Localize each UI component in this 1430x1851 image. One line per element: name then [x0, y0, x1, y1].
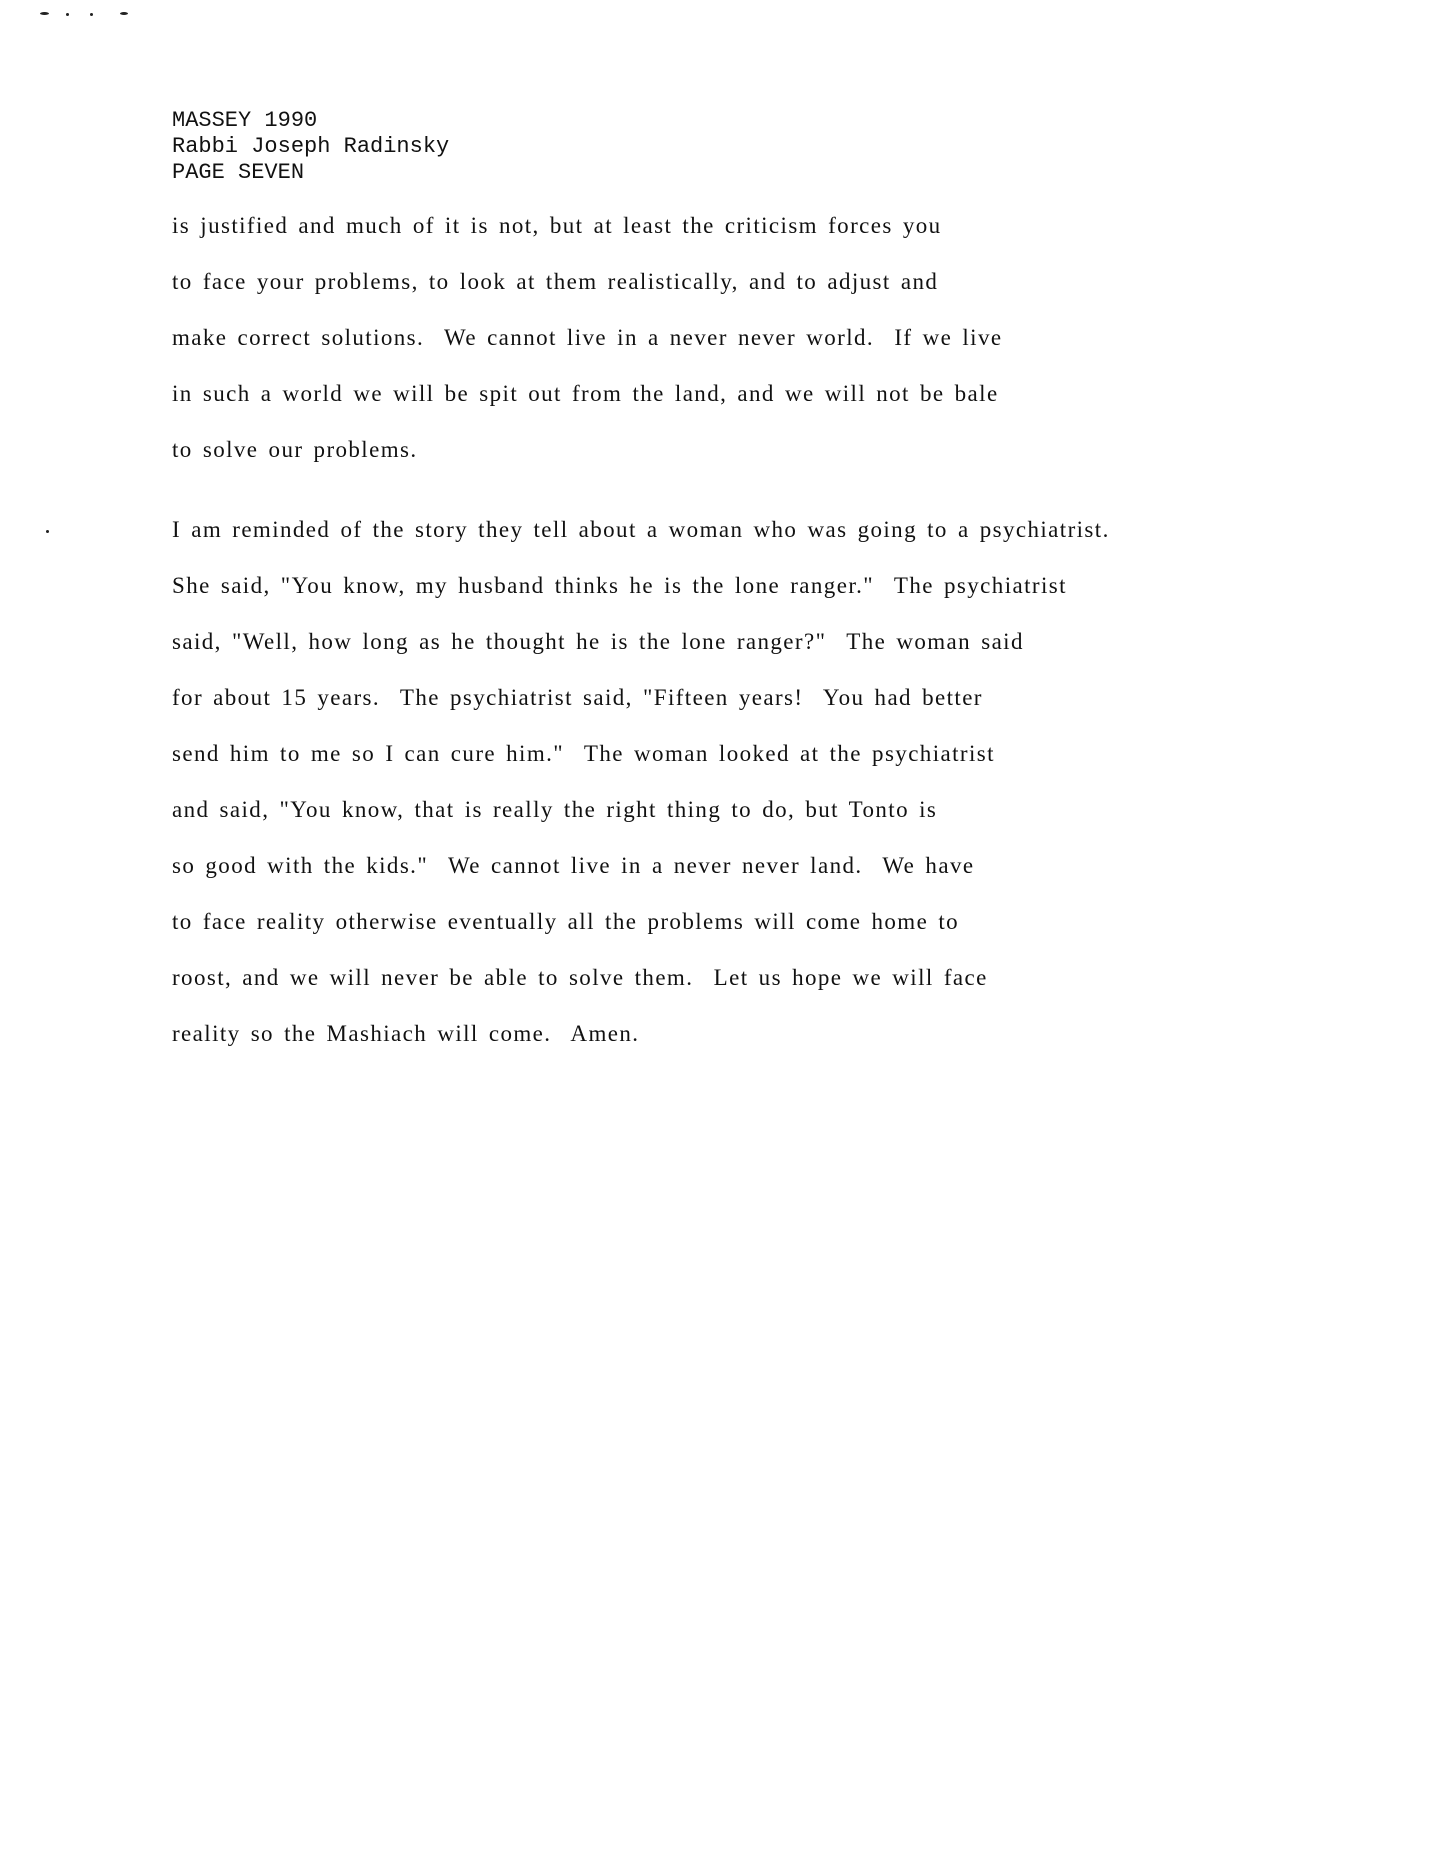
text-line: send him to me so I can cure him." The woman looked at the psychiatrist	[172, 741, 995, 766]
text-line: reality so the Mashiach will come. Amen.	[172, 1021, 640, 1046]
scan-speck	[66, 13, 69, 16]
body-paragraph-2	[172, 502, 1110, 1062]
text-line: to solve our problems.	[172, 437, 418, 462]
text-line: I am reminded of the story they tell about a woman who was going to a psychiatrist.	[172, 517, 1110, 542]
text-line: in such a world we will be spit out from the land, and we will not be bale	[172, 381, 999, 406]
scan-speck	[46, 530, 49, 533]
scan-speck	[40, 12, 49, 15]
text-line: so good with the kids." We cannot live in a never never land. We have	[172, 853, 975, 878]
document-header	[172, 108, 449, 186]
text-line: to face your problems, to look at them realistically, and to adjust and	[172, 269, 939, 294]
text-line: said, "Well, how long as he thought he is the lone ranger?" The woman said	[172, 629, 1024, 654]
text-line: for about 15 years. The psychiatrist said, "Fifteen years! You had better	[172, 685, 983, 710]
scan-speck	[90, 13, 93, 16]
text-line: She said, "You know, my husband thinks he is the lone ranger." The psychiatrist	[172, 573, 1067, 598]
scan-speck	[120, 12, 128, 15]
header-author: Rabbi Joseph Radinsky	[172, 134, 450, 159]
body-paragraph-1	[172, 198, 1002, 478]
text-line: to face reality otherwise eventually all the problems will come home to	[172, 909, 960, 934]
text-line: roost, and we will never be able to solve them. Let us hope we will face	[172, 965, 988, 990]
header-event-year: MASSEY 1990	[172, 108, 318, 133]
text-line: is justified and much of it is not, but at least the criticism forces you	[172, 213, 942, 238]
text-line: make correct solutions. We cannot live in a never never world. If we live	[172, 325, 1003, 350]
text-line: and said, "You know, that is really the right thing to do, but Tonto is	[172, 797, 938, 822]
header-page-label: PAGE SEVEN	[172, 160, 305, 185]
